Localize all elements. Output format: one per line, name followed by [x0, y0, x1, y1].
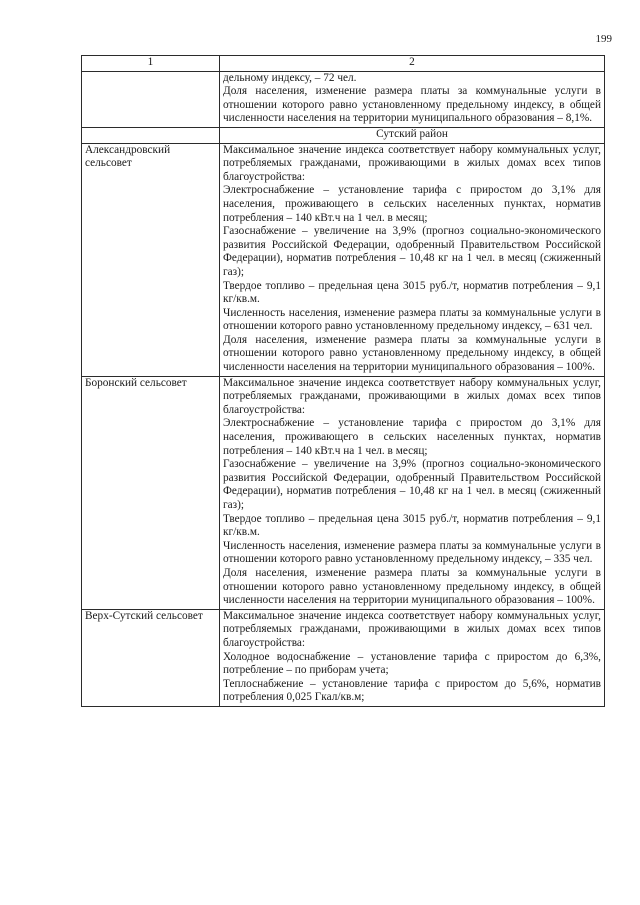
paragraph: Максимальное значение индекса соответствует набору коммунальных услуг, потребляемых гражданами, проживающими в жилых домах всех типов благоустройства: — [223, 376, 601, 416]
paragraph: Доля населения, изменение размера платы за коммунальные услуги в отношении которого равно установленному предельному индексу, в общей численности населения на территории муниципального образования – 100%. — [223, 566, 601, 607]
paragraph: Электроснабжение – установление тарифа с приростом до 3,1% для населения, проживающего в сельских населенных пунктах, норматив потребления – 140 кВт.ч на 1 чел. в месяц; — [223, 417, 601, 457]
municipality-name-cell — [82, 609, 220, 706]
paragraph: Холодное водоснабжение – установление тарифа с приростом до 6,3%, потребление – по приборам учета; — [223, 650, 601, 677]
header-row — [82, 56, 605, 72]
district-empty-cell — [82, 127, 220, 143]
paragraph: Твердое топливо – предельная цена 3015 руб./т, норматив потребления – 9,1 кг/кв.м. — [223, 279, 601, 306]
index-table — [81, 55, 605, 707]
municipality-row — [82, 609, 605, 706]
municipality-text-cell — [220, 609, 605, 706]
municipality-name: Александровский сельсовет — [85, 143, 171, 170]
municipality-name-cell — [82, 143, 220, 376]
column-header-2: 2 — [220, 56, 605, 72]
page-number: 199 — [595, 33, 612, 45]
continuation-text-cell — [220, 71, 605, 127]
municipality-row — [82, 143, 605, 376]
paragraph: Доля населения, изменение размера платы за коммунальные услуги в отношении которого равно установленному предельному индексу, в общей численности населения на территории муниципального образования – 8,1%. — [223, 85, 601, 125]
municipality-text-cell — [220, 376, 605, 609]
paragraph: Газоснабжение – увеличение на 3,9% (прогноз социально-экономического развития Российской Федерации, одобренный Правительством Российской Федерации), норматив потребления – 10,48 кг на 1 чел. в месяц (сжиженный газ); — [223, 458, 601, 511]
continuation-row — [82, 71, 605, 127]
paragraph: Численность населения, изменение размера платы за коммунальные услуги в отношении которого равно установленному предельному индексу, – 631 чел. — [223, 306, 601, 333]
municipality-row — [82, 376, 605, 609]
paragraph: Доля населения, изменение размера платы за коммунальные услуги в отношении которого равно установленному предельному индексу, в общей численности населения на территории муниципального образования – 100%. — [223, 333, 601, 374]
column-header-1: 1 — [82, 56, 220, 72]
district-title: Сутский район — [220, 127, 605, 143]
municipality-name: Боронский сельсовет — [85, 376, 187, 389]
paragraph: дельному индексу, – 72 чел. — [223, 71, 357, 84]
municipality-name-cell — [82, 376, 220, 609]
district-row — [82, 127, 605, 143]
municipality-text-cell — [220, 143, 605, 376]
paragraph: Электроснабжение – установление тарифа с приростом до 3,1% для населения, проживающего в сельских населенных пунктах, норматив потребления – 140 кВт.ч на 1 чел. в месяц; — [223, 184, 601, 224]
paragraph: Численность населения, изменение размера платы за коммунальные услуги в отношении которого равно установленному предельному индексу, – 335 чел. — [223, 539, 601, 566]
paragraph: Теплоснабжение – установление тарифа с приростом до 5,6%, норматив потребления 0,025 Гкал/кв.м; — [223, 677, 601, 704]
paragraph: Газоснабжение – увеличение на 3,9% (прогноз социально-экономического развития Российской Федерации, одобренный Правительством Российской Федерации), норматив потребления – 10,48 кг на 1 чел. в месяц (сжиженный газ); — [223, 225, 601, 278]
paragraph: Максимальное значение индекса соответствует набору коммунальных услуг, потребляемых гражданами, проживающими в жилых домах всех типов благоустройства: — [223, 609, 601, 649]
paragraph: Твердое топливо – предельная цена 3015 руб./т, норматив потребления – 9,1 кг/кв.м. — [223, 512, 601, 539]
paragraph: Максимальное значение индекса соответствует набору коммунальных услуг, потребляемых гражданами, проживающими в жилых домах всех типов благоустройства: — [223, 143, 601, 183]
municipality-name: Верх-Сутский сельсовет — [85, 609, 203, 622]
continuation-name-cell — [82, 71, 220, 127]
